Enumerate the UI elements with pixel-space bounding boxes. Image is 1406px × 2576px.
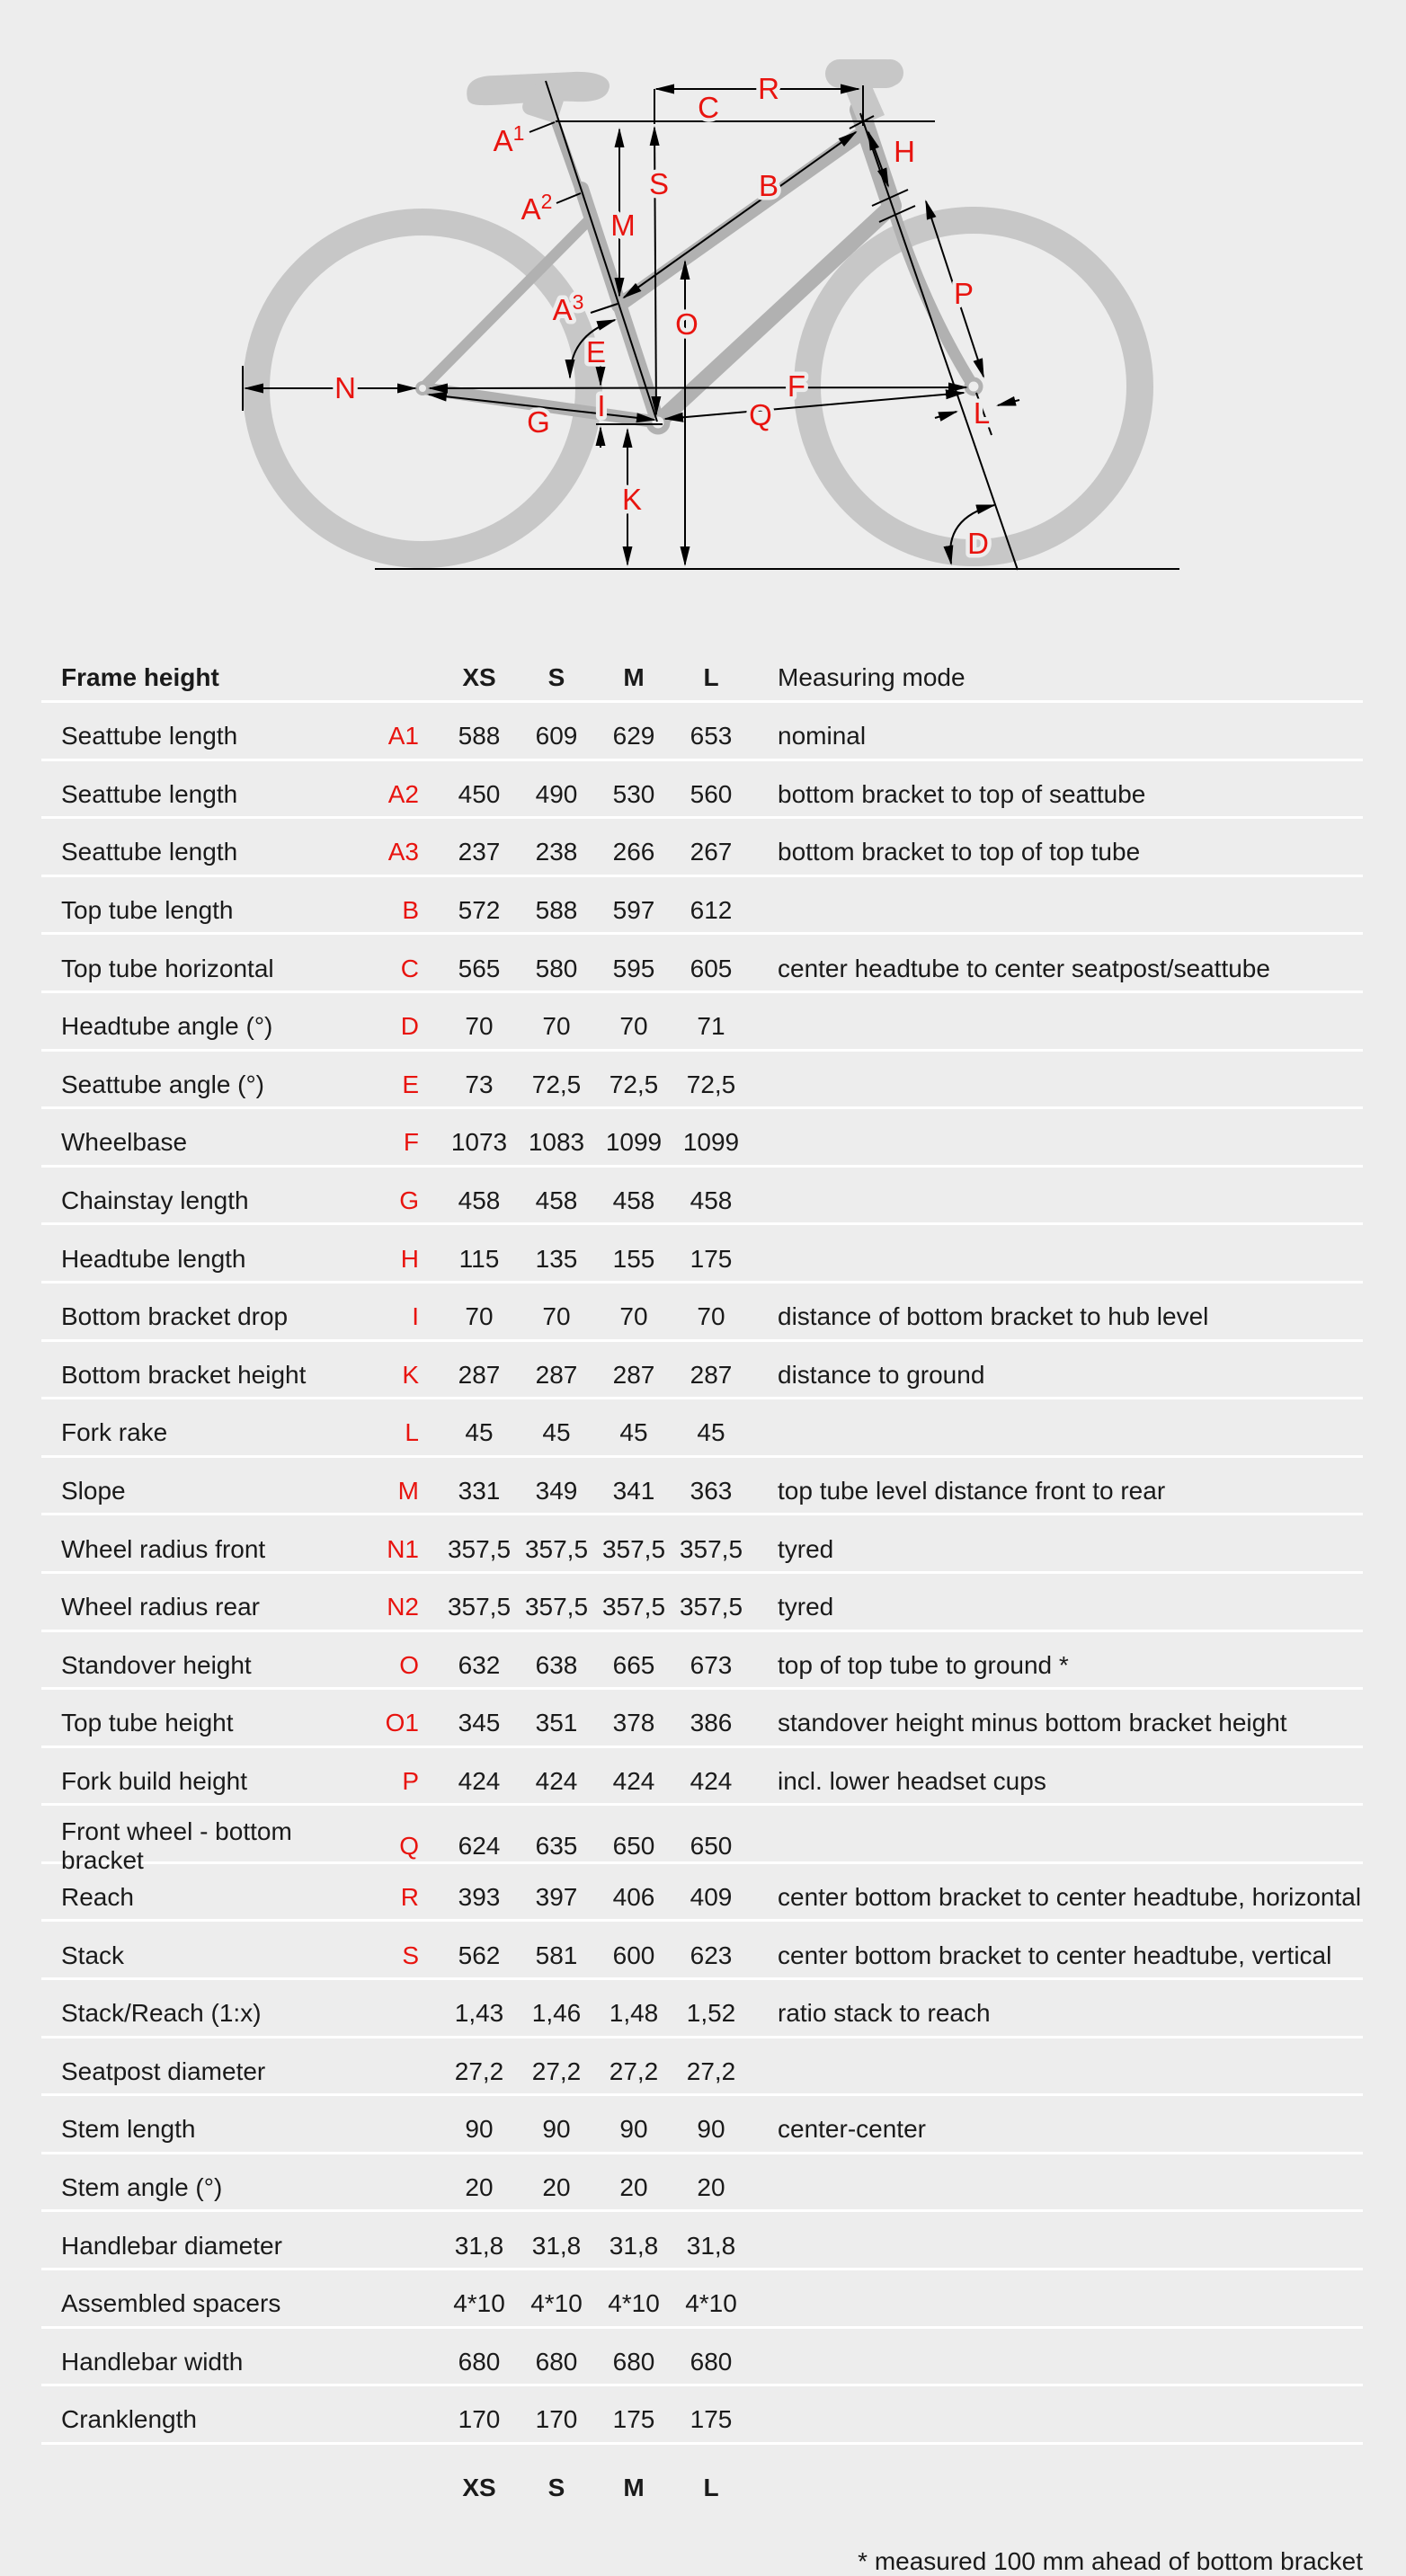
value-s: 490 xyxy=(535,779,578,808)
table-row xyxy=(41,1980,1363,2039)
value-l: 560 xyxy=(690,779,733,808)
value-xs: 565 xyxy=(458,954,501,982)
value-xs: 331 xyxy=(458,1476,501,1505)
dimension-lines xyxy=(243,81,1179,570)
value-xs: 287 xyxy=(458,1360,501,1389)
dim-l-arrow-left xyxy=(935,412,957,418)
value-m: 680 xyxy=(612,2347,655,2376)
value-m: 341 xyxy=(612,1476,655,1505)
footer-size-s: S xyxy=(547,2473,565,2501)
measuring-mode: incl. lower headset cups xyxy=(778,1766,1046,1795)
value-xs: 345 xyxy=(458,1709,501,1737)
value-s: 351 xyxy=(535,1709,578,1737)
footer-size-m: M xyxy=(623,2473,645,2501)
value-m: 458 xyxy=(612,1186,655,1214)
value-m: 72,5 xyxy=(609,1070,659,1098)
measure-label: Seattube length xyxy=(61,722,238,751)
value-m: 155 xyxy=(612,1244,655,1273)
table-body xyxy=(41,703,1363,2445)
value-l: 357,5 xyxy=(679,1593,743,1621)
measuring-mode: standover height minus bottom bracket height xyxy=(778,1709,1287,1737)
measuring-mode: ratio stack to reach xyxy=(778,1999,991,2028)
table-row xyxy=(41,2329,1363,2387)
rear-hub xyxy=(417,383,428,394)
measure-label: Fork rake xyxy=(61,1418,168,1447)
value-l: 612 xyxy=(690,895,733,924)
measure-letter: M xyxy=(397,1476,419,1505)
measure-label: Chainstay length xyxy=(61,1186,249,1214)
measure-label: Headtube length xyxy=(61,1244,246,1273)
table-row xyxy=(41,1632,1363,1691)
table-header-row xyxy=(41,656,1363,703)
measure-label: Handlebar diameter xyxy=(61,2231,282,2260)
measure-letter: A1 xyxy=(387,722,419,751)
label-f: F xyxy=(787,369,806,403)
table-row xyxy=(41,1342,1363,1400)
measure-label: Bottom bracket height xyxy=(61,1360,307,1389)
value-m: 530 xyxy=(612,779,655,808)
label-e: E xyxy=(585,335,607,369)
value-xs: 45 xyxy=(465,1418,494,1447)
value-s: 1083 xyxy=(528,1128,585,1157)
label-h: H xyxy=(894,135,915,168)
measure-label: Top tube length xyxy=(61,895,234,924)
value-s: 638 xyxy=(535,1650,578,1679)
label-i: I xyxy=(597,389,606,422)
table-row xyxy=(41,819,1363,877)
measure-letter: A2 xyxy=(387,779,419,808)
value-s: 609 xyxy=(535,722,578,751)
value-m: 175 xyxy=(612,2405,655,2434)
measure-letter: E xyxy=(402,1070,419,1098)
value-m: 20 xyxy=(619,2173,648,2202)
value-s: 135 xyxy=(535,1244,578,1273)
diagram-labels xyxy=(334,72,990,560)
measure-letter: B xyxy=(402,895,419,924)
value-l: 458 xyxy=(690,1186,733,1214)
table-row xyxy=(41,935,1363,993)
table-row xyxy=(41,877,1363,936)
measuring-mode: distance to ground xyxy=(778,1360,985,1389)
measure-label: Wheelbase xyxy=(61,1128,188,1157)
measure-letter: N2 xyxy=(387,1593,419,1621)
value-xs: 1,43 xyxy=(454,1999,504,2028)
value-l: 175 xyxy=(690,1244,733,1273)
value-s: 635 xyxy=(535,1832,578,1861)
table-row xyxy=(41,1806,1363,1875)
value-l: 653 xyxy=(690,722,733,751)
dim-f-arrow xyxy=(430,387,966,388)
table-row xyxy=(41,703,1363,761)
value-l: 363 xyxy=(690,1476,733,1505)
measure-letter: D xyxy=(400,1012,419,1041)
value-xs: 450 xyxy=(458,779,501,808)
value-m: 45 xyxy=(619,1418,648,1447)
value-l: 27,2 xyxy=(686,2056,736,2085)
table-row xyxy=(41,1052,1363,1110)
label-n: N xyxy=(334,371,356,404)
value-m: 4*10 xyxy=(608,2289,660,2318)
value-xs: 70 xyxy=(465,1012,494,1041)
value-l: 31,8 xyxy=(686,2231,736,2260)
value-s: 1,46 xyxy=(531,1999,582,2028)
value-s: 238 xyxy=(535,838,578,866)
table-row xyxy=(41,2039,1363,2097)
value-s: 680 xyxy=(535,2347,578,2376)
value-m: 600 xyxy=(612,1941,655,1969)
value-l: 20 xyxy=(697,2173,725,2202)
label-q: Q xyxy=(749,398,772,431)
front-hub xyxy=(966,379,981,394)
value-xs: 632 xyxy=(458,1650,501,1679)
value-s: 45 xyxy=(542,1418,571,1447)
value-xs: 170 xyxy=(458,2405,501,2434)
value-l: 175 xyxy=(690,2405,733,2434)
value-xs: 73 xyxy=(465,1070,494,1098)
value-l: 70 xyxy=(697,1302,725,1331)
table-row xyxy=(41,2270,1363,2329)
value-m: 424 xyxy=(612,1766,655,1795)
table-row xyxy=(41,761,1363,820)
value-l: 45 xyxy=(697,1418,725,1447)
value-s: 287 xyxy=(535,1360,578,1389)
measure-letter: L xyxy=(405,1418,419,1447)
label-b: B xyxy=(758,169,779,202)
value-xs: 624 xyxy=(458,1832,501,1861)
measure-label: Seatpost diameter xyxy=(61,2056,266,2085)
table-row xyxy=(41,1284,1363,1342)
label-l: L xyxy=(973,396,991,430)
table-row xyxy=(41,1922,1363,1980)
value-m: 287 xyxy=(612,1360,655,1389)
label-s: S xyxy=(648,167,670,200)
value-s: 170 xyxy=(535,2405,578,2434)
value-m: 629 xyxy=(612,722,655,751)
measure-label: Fork build height xyxy=(61,1766,248,1795)
measure-letter: N1 xyxy=(387,1534,419,1563)
measure-label: Stem length xyxy=(61,2115,196,2144)
label-c: C xyxy=(698,91,719,124)
value-l: 71 xyxy=(697,1012,725,1041)
measure-label: Top tube height xyxy=(61,1709,234,1737)
value-l: 1099 xyxy=(682,1128,740,1157)
measuring-mode: tyred xyxy=(778,1534,834,1563)
measuring-mode: center bottom bracket to center headtube, vertical xyxy=(778,1941,1332,1969)
value-m: 378 xyxy=(612,1709,655,1737)
measure-letter: O1 xyxy=(385,1709,419,1737)
value-xs: 424 xyxy=(458,1766,501,1795)
value-xs: 27,2 xyxy=(454,2056,504,2085)
measure-letter: P xyxy=(402,1766,419,1795)
value-xs: 115 xyxy=(458,1244,500,1273)
table-row xyxy=(41,1690,1363,1748)
measure-label: Wheel radius rear xyxy=(61,1593,260,1621)
measure-label: Stack xyxy=(61,1941,125,1969)
measure-label: Front wheel - bottom bracket xyxy=(61,1817,292,1875)
value-l: 72,5 xyxy=(686,1070,736,1098)
value-xs: 588 xyxy=(458,722,501,751)
geometry-table xyxy=(41,656,1363,2576)
value-s: 357,5 xyxy=(524,1534,589,1563)
value-xs: 562 xyxy=(458,1941,501,1969)
value-m: 597 xyxy=(612,895,655,924)
value-m: 70 xyxy=(619,1302,648,1331)
value-xs: 70 xyxy=(465,1302,494,1331)
label-a2: $A^2$ xyxy=(521,190,553,226)
measuring-mode: top tube level distance front to rear xyxy=(778,1476,1166,1505)
table-row xyxy=(41,1168,1363,1226)
value-s: 4*10 xyxy=(530,2289,583,2318)
value-l: 90 xyxy=(697,2115,725,2144)
table-title: Frame height xyxy=(61,663,219,692)
pointer-a1 xyxy=(529,122,555,132)
measure-letter: Q xyxy=(399,1832,419,1861)
measure-label: Seattube length xyxy=(61,838,238,866)
measure-letter: H xyxy=(400,1244,419,1273)
measure-label: Bottom bracket drop xyxy=(61,1302,289,1331)
value-s: 27,2 xyxy=(531,2056,582,2085)
measure-label: Stem angle (°) xyxy=(61,2173,223,2202)
value-l: 287 xyxy=(690,1360,733,1389)
label-m: M xyxy=(610,209,636,242)
table-row xyxy=(41,2154,1363,2213)
value-m: 70 xyxy=(619,1012,648,1041)
value-xs: 1073 xyxy=(450,1128,508,1157)
saddle xyxy=(467,72,610,124)
measure-letter: A3 xyxy=(387,838,419,866)
value-m: 595 xyxy=(612,954,655,982)
value-l: 650 xyxy=(690,1832,733,1861)
measure-label: Assembled spacers xyxy=(61,2289,281,2318)
value-l: 386 xyxy=(690,1709,733,1737)
value-m: 1,48 xyxy=(609,1999,659,2028)
value-m: 31,8 xyxy=(609,2231,659,2260)
value-l: 424 xyxy=(690,1766,733,1795)
steering-axis-line xyxy=(860,113,1018,570)
value-xs: 20 xyxy=(465,2173,494,2202)
value-xs: 237 xyxy=(458,838,501,866)
measure-label: Slope xyxy=(61,1476,126,1505)
measuring-mode: bottom bracket to top of top tube xyxy=(778,838,1141,866)
value-s: 349 xyxy=(535,1476,578,1505)
value-s: 580 xyxy=(535,954,578,982)
value-m: 27,2 xyxy=(609,2056,659,2085)
value-xs: 680 xyxy=(458,2347,501,2376)
measure-letter: I xyxy=(412,1302,419,1331)
value-s: 588 xyxy=(535,895,578,924)
bike-geometry-diagram xyxy=(0,0,1406,629)
value-m: 357,5 xyxy=(601,1593,666,1621)
label-k: K xyxy=(621,483,643,516)
measuring-mode-header: Measuring mode xyxy=(778,663,966,692)
measure-letter: S xyxy=(402,1941,419,1969)
measure-letter: C xyxy=(400,954,419,982)
measure-label: Seattube angle (°) xyxy=(61,1070,265,1098)
measure-letter: G xyxy=(399,1186,419,1214)
measure-label: Reach xyxy=(61,1883,134,1912)
table-row xyxy=(41,1399,1363,1458)
value-m: 1099 xyxy=(605,1128,663,1157)
value-m: 665 xyxy=(612,1650,655,1679)
value-m: 357,5 xyxy=(601,1534,666,1563)
measuring-mode: nominal xyxy=(778,722,867,751)
value-l: 409 xyxy=(690,1883,733,1912)
measuring-mode: distance of bottom bracket to hub level xyxy=(778,1302,1209,1331)
value-xs: 357,5 xyxy=(447,1593,512,1621)
value-s: 397 xyxy=(535,1883,578,1912)
measure-label: Stack/Reach (1:x) xyxy=(61,1999,262,2028)
label-p: P xyxy=(953,277,974,310)
measure-letter: K xyxy=(402,1360,419,1389)
measure-letter: O xyxy=(399,1650,419,1679)
value-xs: 393 xyxy=(458,1883,501,1912)
bottom-bracket xyxy=(649,413,667,431)
value-s: 357,5 xyxy=(524,1593,589,1621)
table-row xyxy=(41,993,1363,1052)
value-s: 70 xyxy=(542,1302,571,1331)
value-l: 267 xyxy=(690,838,733,866)
measuring-mode: center headtube to center seatpost/seattube xyxy=(778,954,1270,982)
value-m: 406 xyxy=(612,1883,655,1912)
value-xs: 572 xyxy=(458,895,501,924)
value-s: 424 xyxy=(535,1766,578,1795)
value-m: 266 xyxy=(612,838,655,866)
table-row xyxy=(41,1515,1363,1574)
measuring-mode: center-center xyxy=(778,2115,926,2144)
measure-label: Standover height xyxy=(61,1650,252,1679)
value-m: 650 xyxy=(612,1832,655,1861)
table-row xyxy=(41,1748,1363,1807)
handlebar-grip xyxy=(825,59,903,126)
measure-label: Top tube horizontal xyxy=(61,954,274,982)
value-s: 70 xyxy=(542,1012,571,1041)
size-column-header-s: S xyxy=(547,663,565,692)
value-s: 581 xyxy=(535,1941,578,1969)
size-column-header-m: M xyxy=(623,663,645,692)
value-m: 90 xyxy=(619,2115,648,2144)
value-xs: 4*10 xyxy=(453,2289,505,2318)
label-d: D xyxy=(967,527,989,560)
value-s: 31,8 xyxy=(531,2231,582,2260)
table-footer-sizes-row xyxy=(41,2445,1363,2531)
measure-label: Cranklength xyxy=(61,2405,197,2434)
table-row xyxy=(41,1109,1363,1168)
footer-size-l: L xyxy=(703,2473,719,2501)
value-l: 4*10 xyxy=(685,2289,737,2318)
label-g: G xyxy=(527,405,550,439)
value-xs: 458 xyxy=(458,1186,501,1214)
value-xs: 90 xyxy=(465,2115,494,2144)
label-r: R xyxy=(758,72,779,105)
table-row xyxy=(41,2212,1363,2270)
measuring-mode: center bottom bracket to center headtube, horizontal xyxy=(778,1883,1362,1912)
value-l: 673 xyxy=(690,1650,733,1679)
measuring-mode: tyred xyxy=(778,1593,834,1621)
value-s: 90 xyxy=(542,2115,571,2144)
label-a3: $A^3$ xyxy=(552,290,584,326)
measure-label: Seattube length xyxy=(61,779,238,808)
value-l: 605 xyxy=(690,954,733,982)
size-column-header-l: L xyxy=(703,663,719,692)
value-s: 72,5 xyxy=(531,1070,582,1098)
measuring-mode: top of top tube to ground * xyxy=(778,1650,1069,1679)
measure-label: Headtube angle (°) xyxy=(61,1012,273,1041)
size-column-header-xs: XS xyxy=(462,663,496,692)
value-l: 357,5 xyxy=(679,1534,743,1563)
value-l: 623 xyxy=(690,1941,733,1969)
measure-label: Wheel radius front xyxy=(61,1534,266,1563)
label-a1: $A^1$ xyxy=(493,121,525,157)
value-s: 458 xyxy=(535,1186,578,1214)
value-l: 680 xyxy=(690,2347,733,2376)
value-s: 20 xyxy=(542,2173,571,2202)
footer-size-xs: XS xyxy=(462,2473,496,2501)
value-xs: 31,8 xyxy=(454,2231,504,2260)
pointer-a2 xyxy=(556,193,581,203)
table-row xyxy=(41,2386,1363,2445)
table-row xyxy=(41,1225,1363,1284)
table-row xyxy=(41,1574,1363,1632)
table-row xyxy=(41,1458,1363,1516)
measuring-mode: bottom bracket to top of seattube xyxy=(778,779,1146,808)
dim-l-arrow-right xyxy=(998,400,1019,405)
measure-letter: F xyxy=(403,1128,419,1157)
value-l: 1,52 xyxy=(686,1999,736,2028)
measure-letter: R xyxy=(400,1883,419,1912)
label-o: O xyxy=(675,307,699,341)
value-xs: 357,5 xyxy=(447,1534,512,1563)
table-row xyxy=(41,2096,1363,2154)
measure-label: Handlebar width xyxy=(61,2347,244,2376)
footnote: * measured 100 mm ahead of bottom bracket xyxy=(858,2546,1363,2575)
